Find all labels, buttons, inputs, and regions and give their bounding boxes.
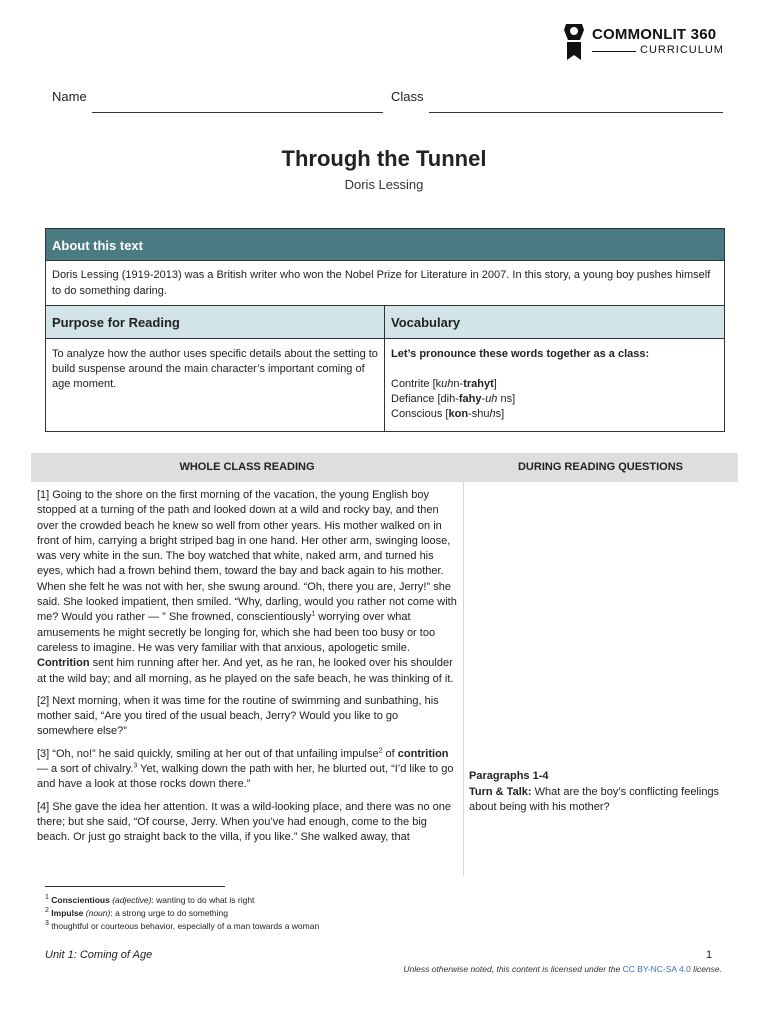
purpose-vocab-row bbox=[46, 306, 724, 431]
vocab-word: Contrite [kuhn-trahyt] bbox=[391, 378, 497, 390]
paragraph-1: [1] Going to the shore on the first morning of the vacation, the young English boy stopped at a turning of the path and looked down at a wild and rocky bay, and then over the crowded beach he knew so well from other years. His mother walked on in front of him, carrying a bright striped bag in one hand. Her other arm, swinging loose, was very white in the sun. The boy watched that white, naked arm, and turned his eyes, which had a frown behind them, toward the bay and back again to his mother. When she felt he was not with her, she swung around. “Oh, there you are, Jerry!” she said. She looked impatient, then smiled. “Why, darling, would you rather not come with me? Would you rather — ” She frowned, conscientiously$^1$ worrying over what amusements he might secretly be longing for, which she had been too busy or too careless to imagine. He was very familiar with that anxious, apologetic smile. Contrition sent him running after her. And yet, as he ran, he looked over his shoulder at the wild bay; and all morning, as he played on the safe beach, he was thinking of it. bbox=[37, 489, 457, 685]
logo-subtitle: CURRICULUM bbox=[640, 44, 724, 56]
logo-brand: COMMONLIT 360 bbox=[592, 26, 717, 43]
reading-header-bar bbox=[31, 453, 738, 482]
vocab-word: Defiance [dih-fahy-uh ns] bbox=[391, 393, 516, 405]
during-reading-question bbox=[469, 769, 731, 816]
vocab-word: Conscious [kon-shuhs] bbox=[391, 408, 505, 420]
about-body: Doris Lessing (1919-2013) was a British writer who won the Nobel Prize for Literature in 2007. In this story, a young boy pushes himself to do something daring. bbox=[46, 261, 724, 306]
purpose-heading: Purpose for Reading bbox=[46, 306, 384, 339]
footnote-rule bbox=[45, 886, 225, 887]
commonlit-lamp-icon bbox=[562, 22, 586, 62]
name-line bbox=[92, 112, 383, 113]
reading-passage bbox=[37, 488, 457, 853]
during-reading-questions-heading: DURING READING QUESTIONS bbox=[517, 461, 683, 473]
footnote-3: $^3$ thoughtful or courteous behavior, especially of a man towards a woman bbox=[45, 920, 320, 931]
page-title: Through the Tunnel bbox=[281, 146, 487, 171]
class-label: Class bbox=[391, 89, 424, 104]
question-paragraph-range: Paragraphs 1-4 bbox=[469, 770, 549, 782]
license-link[interactable]: CC BY-NC-SA 4.0 bbox=[622, 964, 691, 974]
paragraph-2: [2] Next morning, when it was time for the routine of swimming and sunbathing, his mother said, “Are you tired of the usual beach, Jerry? Would you like to go somewhere else?” bbox=[37, 694, 439, 738]
question-text: Turn & Talk: What are the boy’s conflicting feelings about being with his mother? bbox=[469, 785, 720, 813]
license-notice: Unless otherwise noted, this content is licensed under the CC BY-NC-SA 4.0 license. bbox=[403, 964, 722, 974]
purpose-section bbox=[46, 306, 385, 431]
column-divider bbox=[463, 482, 464, 876]
footnotes bbox=[45, 894, 319, 933]
author: Doris Lessing bbox=[344, 177, 424, 192]
paragraph-4: [4] She gave the idea her attention. It was a wild-looking place, and there was no one there; but she said, “Of course, Jerry. When you’ve had enough, come to the big beach. Or just go straight back to the villa, if you like.” She walked away, that bbox=[37, 800, 451, 844]
whole-class-reading-heading: WHOLE CLASS READING bbox=[179, 461, 315, 473]
vocabulary-heading: Vocabulary bbox=[385, 306, 724, 339]
footnote-2: $^2$ Impulse (noun): a strong urge to do something bbox=[45, 907, 228, 918]
vocabulary-section bbox=[385, 306, 724, 431]
footnote-1: $^1$ Conscientious (adjective): wanting to do what is right bbox=[45, 894, 255, 905]
class-line bbox=[429, 112, 723, 113]
unit-label: Unit 1: Coming of Age bbox=[45, 949, 153, 961]
name-label: Name bbox=[52, 89, 87, 104]
page-number: 1 bbox=[706, 949, 713, 961]
vocabulary-body bbox=[385, 339, 724, 431]
about-box bbox=[45, 228, 725, 432]
logo-rule bbox=[592, 51, 636, 52]
paragraph-3: [3] “Oh, no!” he said quickly, smiling at her out of that unfailing impulse$^2$ of contrition — a sort of chivalry.$^3$ Yet, walking down the path with her, he blurted out, “I’d like to go and have a look at those rocks down there.” bbox=[37, 747, 454, 791]
vocabulary-intro: Let’s pronounce these words together as a class: bbox=[391, 348, 650, 360]
commonlit-logo bbox=[560, 22, 730, 62]
about-heading: About this text bbox=[46, 229, 724, 261]
purpose-body: To analyze how the author uses specific details about the setting to build suspense around the main character’s important coming of age moment. bbox=[52, 348, 378, 390]
